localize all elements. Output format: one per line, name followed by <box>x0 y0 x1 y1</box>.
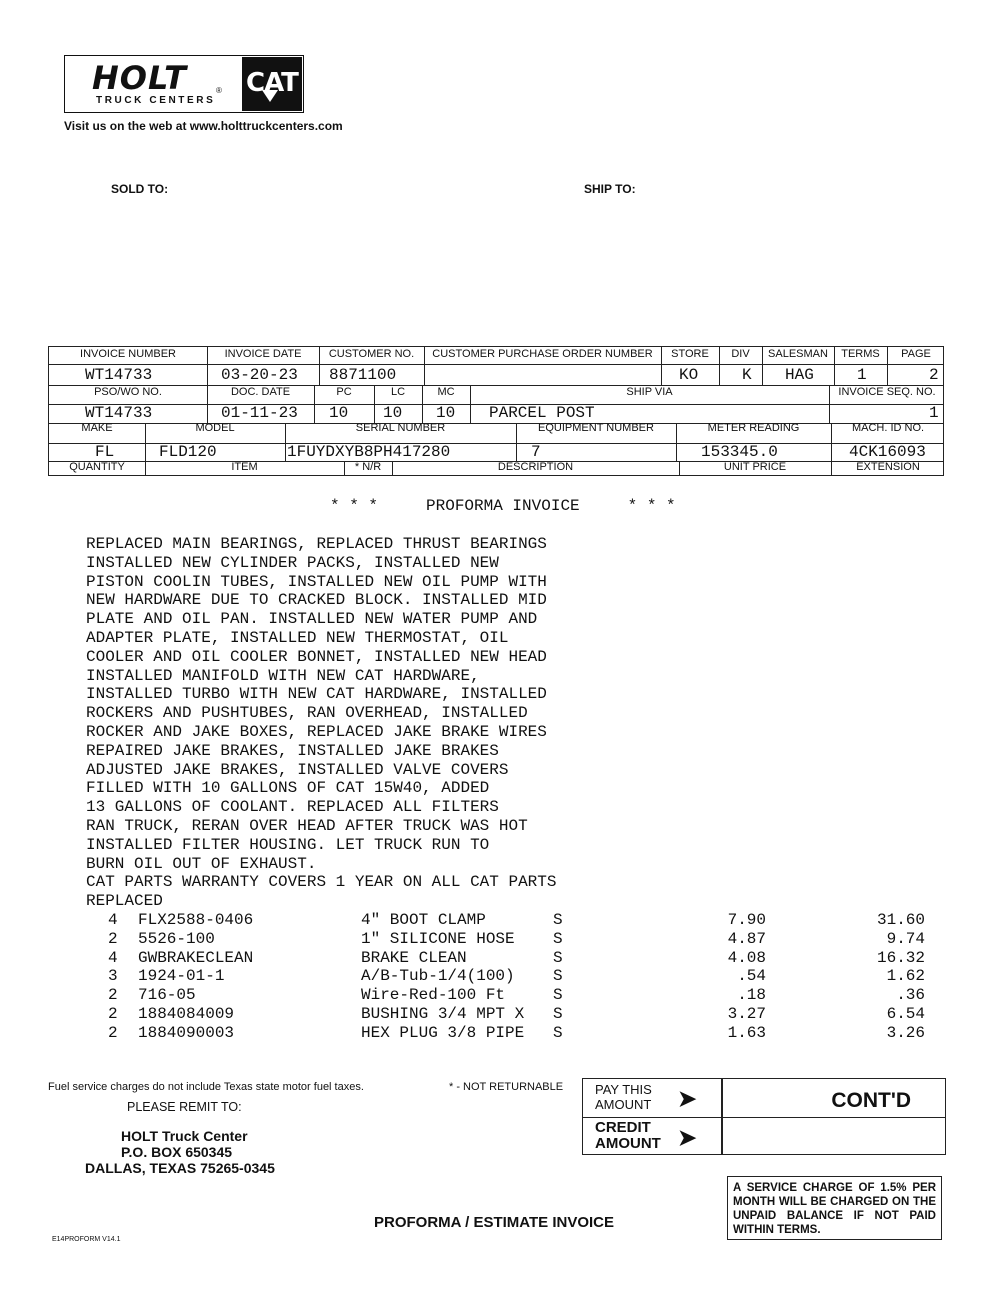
invoice-seq: 1 <box>929 404 939 422</box>
part-extension: .36 <box>896 986 925 1005</box>
pc-label: PC <box>336 386 352 398</box>
remit-label: PLEASE REMIT TO: <box>127 1100 242 1114</box>
cat-badge-text: CAT <box>246 68 298 98</box>
invoice-seq-label: INVOICE SEQ. NO. <box>838 386 936 398</box>
meter-label: METER READING <box>707 422 800 434</box>
model: FLD120 <box>159 443 217 461</box>
part-row <box>0 1024 1000 1043</box>
part-qty: 3 <box>108 967 118 986</box>
right-arrow-icon: ➤ <box>678 1125 697 1150</box>
serial-label: SERIAL NUMBER <box>355 422 446 434</box>
div-label: DIV <box>731 348 750 360</box>
part-flag: S <box>553 1023 563 1042</box>
part-qty: 2 <box>108 1023 118 1042</box>
part-flag: S <box>553 929 563 948</box>
unit-price-header: UNIT PRICE <box>723 461 787 473</box>
customer-no: 8871100 <box>329 366 397 384</box>
terms-label: TERMS <box>841 348 880 360</box>
part-row <box>0 930 1000 949</box>
sold-to-label: SOLD TO: <box>111 182 169 196</box>
item-header: ITEM <box>231 461 258 473</box>
logo-subtitle: TRUCK CENTERS <box>96 95 216 106</box>
lc-label: LC <box>390 386 406 398</box>
not-returnable-note: * - NOT RETURNABLE <box>449 1081 564 1093</box>
meter-reading: 153345.0 <box>701 443 778 461</box>
part-unit-price: 3.27 <box>727 1005 766 1023</box>
part-qty: 2 <box>108 929 118 948</box>
part-qty: 4 <box>108 948 118 967</box>
part-extension: 1.62 <box>886 967 925 986</box>
description-header: DESCRIPTION <box>497 461 574 473</box>
credit-amount-label: CREDIT AMOUNT <box>595 1119 661 1152</box>
part-extension: 6.54 <box>886 1005 925 1023</box>
part-desc: 1" SILICONE HOSE <box>361 929 515 948</box>
part-unit-price: .18 <box>737 986 766 1005</box>
terms: 1 <box>857 366 867 384</box>
part-unit-price: 4.08 <box>727 948 766 967</box>
nr-header: * N/R <box>354 461 382 473</box>
logo-name: HOLT <box>92 59 187 97</box>
part-desc: A/B-Tub-1/4(100) <box>361 967 515 986</box>
part-extension: 9.74 <box>886 929 925 948</box>
make-label: MAKE <box>81 422 113 434</box>
model-label: MODEL <box>195 422 235 434</box>
amount-label-box <box>582 1078 722 1155</box>
ship-to-label: SHIP TO: <box>584 182 636 196</box>
part-desc: BUSHING 3/4 MPT X <box>361 1005 525 1023</box>
proforma-banner: * * * PROFORMA INVOICE * * * <box>330 497 676 515</box>
part-flag: S <box>553 967 563 986</box>
doc-date-label: DOC. DATE <box>230 386 291 398</box>
mc: 10 <box>436 404 456 422</box>
part-item: 5526-100 <box>138 929 215 948</box>
fuel-note: Fuel service charges do not include Texas state motor fuel taxes. <box>48 1081 364 1093</box>
part-extension: 3.26 <box>886 1023 925 1042</box>
customer-no-label: CUSTOMER NO. <box>328 348 415 360</box>
doc-date: 01-11-23 <box>221 404 298 422</box>
page-number: 2 <box>929 366 939 384</box>
part-item: FLX2588-0406 <box>138 911 254 929</box>
part-qty: 2 <box>108 986 118 1005</box>
part-flag: S <box>553 911 563 929</box>
form-code: E14PROFORM V14.1 <box>52 1236 121 1243</box>
part-desc: BRAKE CLEAN <box>361 948 467 967</box>
part-qty: 4 <box>108 911 118 929</box>
pay-this-amount-label: PAY THIS AMOUNT <box>595 1082 652 1112</box>
extension-header: EXTENSION <box>856 461 920 473</box>
part-item: 716-05 <box>138 986 196 1005</box>
part-desc: HEX PLUG 3/8 PIPE <box>361 1023 525 1042</box>
document-type: PROFORMA / ESTIMATE INVOICE <box>374 1214 615 1231</box>
salesman-label: SALESMAN <box>768 348 828 360</box>
mach-id: 4CK16093 <box>849 443 926 461</box>
make: FL <box>95 443 115 461</box>
equipment-label: EQUIPMENT NUMBER <box>538 422 654 434</box>
invoice-header-grid <box>48 346 944 476</box>
ship-via: PARCEL POST <box>489 404 595 422</box>
pay-amount-value: CONT'D <box>831 1089 911 1112</box>
part-unit-price: 4.87 <box>727 929 766 948</box>
part-row <box>0 949 1000 968</box>
invoice-date: 03-20-23 <box>221 366 298 384</box>
pc: 10 <box>329 404 349 422</box>
part-item: 1884084009 <box>138 1005 235 1023</box>
ship-via-label: SHIP VIA <box>626 386 673 398</box>
equipment-number: 7 <box>531 443 541 461</box>
remit-name: HOLT Truck Center <box>121 1128 248 1144</box>
invoice-date-label: INVOICE DATE <box>224 348 302 360</box>
part-desc: Wire-Red-100 Ft <box>361 986 506 1005</box>
part-unit-price: 1.63 <box>727 1023 766 1042</box>
store-label: STORE <box>671 348 709 360</box>
lc: 10 <box>383 404 403 422</box>
quantity-header: QUANTITY <box>69 461 125 473</box>
part-flag: S <box>553 948 563 967</box>
mach-id-label: MACH. ID NO. <box>851 422 925 434</box>
invoice-number-label: INVOICE NUMBER <box>80 348 176 360</box>
part-item: 1884090003 <box>138 1023 235 1042</box>
salesman: HAG <box>785 366 814 384</box>
right-arrow-icon: ➤ <box>678 1086 697 1111</box>
invoice-number: WT14733 <box>85 366 153 384</box>
amount-value-box <box>722 1078 946 1155</box>
part-extension: 31.60 <box>876 911 925 929</box>
part-row <box>0 986 1000 1005</box>
pso-wo-label: PSO/WO NO. <box>94 386 162 398</box>
work-description: REPLACED MAIN BEARINGS, REPLACED THRUST BEARINGS INSTALLED NEW CYLINDER PACKS, INSTALLED NEW PISTON COOLIN TUBES, INSTALLED NEW OIL PUMP WITH NEW HARDWARE DUE TO CRACKED BLOCK. INSTALLED MID PLATE AND OIL PAN. INSTALLED NEW WATER PUMP AND ADAPTER PLATE, INSTALLED NEW THERMOSTAT, OIL COOLER AND OIL COOLER BONNET, INSTALLED NEW HEAD INSTALLED MANIFOLD WITH NEW CAT HARDWARE, INSTALLED TURBO WITH NEW CAT HARDWARE, INSTALLED ROCKERS AND PUSHTUBES, RAN OVERHEAD, INSTALLED ROCKER AND JAKE BOXES, REPLACED JAKE BRAKE WIRES REPAIRED JAKE BRAKES, INSTALLED JAKE BRAKES ADJUSTED JAKE BRAKES, INSTALLED VALVE COVERS FILLED WITH 10 GALLONS OF CAT 15W40, ADDED 13 GALLONS OF COOLANT. REPLACED ALL FILTERS RAN TRUCK, RERAN OVER HEAD AFTER TRUCK WAS HOT INSTALLED FILTER HOUSING. LET TRUCK RUN TO BURN OIL OUT OF EXHAUST. CAT PARTS WARRANTY COVERS 1 YEAR ON ALL CAT PARTS REPLACED <box>86 535 557 911</box>
part-unit-price: 7.90 <box>727 911 766 929</box>
store: KO <box>679 366 699 384</box>
part-unit-price: .54 <box>737 967 766 986</box>
remit-po-box: P.O. BOX 650345 <box>121 1144 233 1160</box>
page-label: PAGE <box>901 348 931 360</box>
service-charge-notice: A SERVICE CHARGE OF 1.5% PER MONTH WILL BE CHARGED ON THE UNPAID BALANCE IF NOT PAID WITHIN TERMS. <box>727 1176 942 1240</box>
part-flag: S <box>553 986 563 1005</box>
pso-wo-number: WT14733 <box>85 404 153 422</box>
serial-number: 1FUYDXYB8PH417280 <box>287 443 451 461</box>
part-item: GWBRAKECLEAN <box>138 948 254 967</box>
customer-po-label: CUSTOMER PURCHASE ORDER NUMBER <box>432 348 653 360</box>
part-desc: 4" BOOT CLAMP <box>361 911 486 929</box>
part-flag: S <box>553 1005 563 1023</box>
part-row <box>0 967 1000 986</box>
part-row <box>0 1005 1000 1024</box>
part-item: 1924-01-1 <box>138 967 225 986</box>
registered-mark: ® <box>216 86 222 95</box>
part-row <box>0 911 1000 930</box>
part-qty: 2 <box>108 1005 118 1023</box>
div: K <box>742 366 752 384</box>
remit-city: DALLAS, TEXAS 75265-0345 <box>85 1160 275 1176</box>
part-extension: 16.32 <box>876 948 925 967</box>
mc-label: MC <box>437 386 455 398</box>
website-line: Visit us on the web at www.holttruckcenters.com <box>64 119 343 133</box>
cat-triangle-icon <box>262 90 278 102</box>
